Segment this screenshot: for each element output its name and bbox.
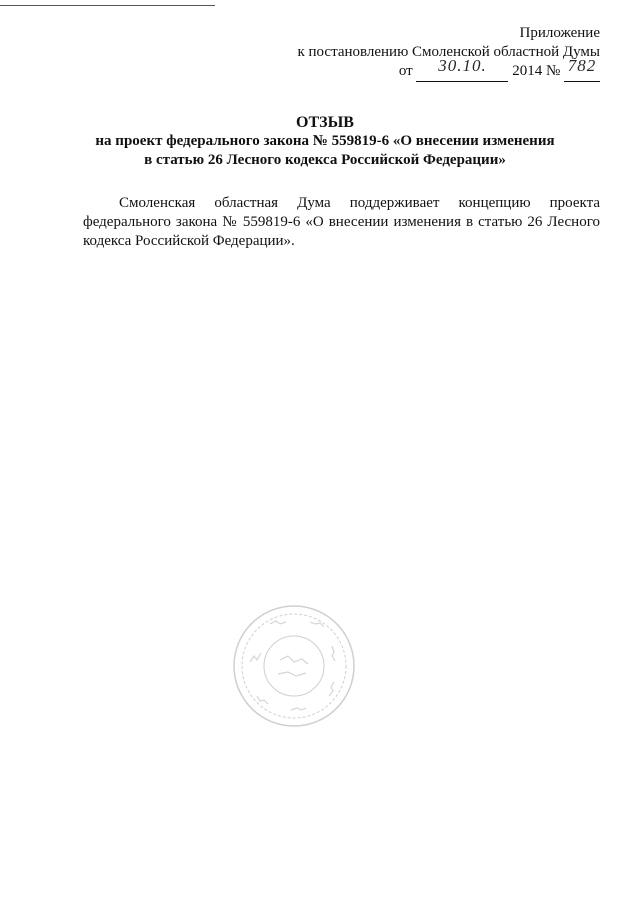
handwritten-number: 782: [567, 56, 597, 75]
resolution-reference: к постановлению Смоленской областной Думы: [297, 44, 600, 60]
date-prefix: от: [398, 63, 413, 79]
title-line-2: на проект федерального закона № 559819-6 «О внесении изменения: [95, 133, 555, 149]
year-number-label: 2014 №: [512, 63, 561, 79]
round-seal-stamp: [230, 602, 358, 730]
title-main: ОТЗЫВ: [296, 114, 354, 131]
handwritten-date: 30.10.: [438, 56, 487, 75]
body-paragraph: Смоленская областная Дума поддерживает концепцию проекта федерального закона № 559819-6 «О внесении изменения в статью 26 Лесного кодекса Российской Федерации».: [83, 195, 600, 249]
date-field: [416, 56, 508, 82]
appendix-label: Приложение: [519, 25, 600, 41]
document-title: [60, 113, 590, 170]
number-field: [564, 56, 600, 82]
date-number-line: [297, 56, 600, 82]
top-rule: [0, 5, 215, 6]
appendix-header: [297, 24, 600, 82]
title-line-3: в статью 26 Лесного кодекса Российской Федерации»: [144, 152, 506, 168]
